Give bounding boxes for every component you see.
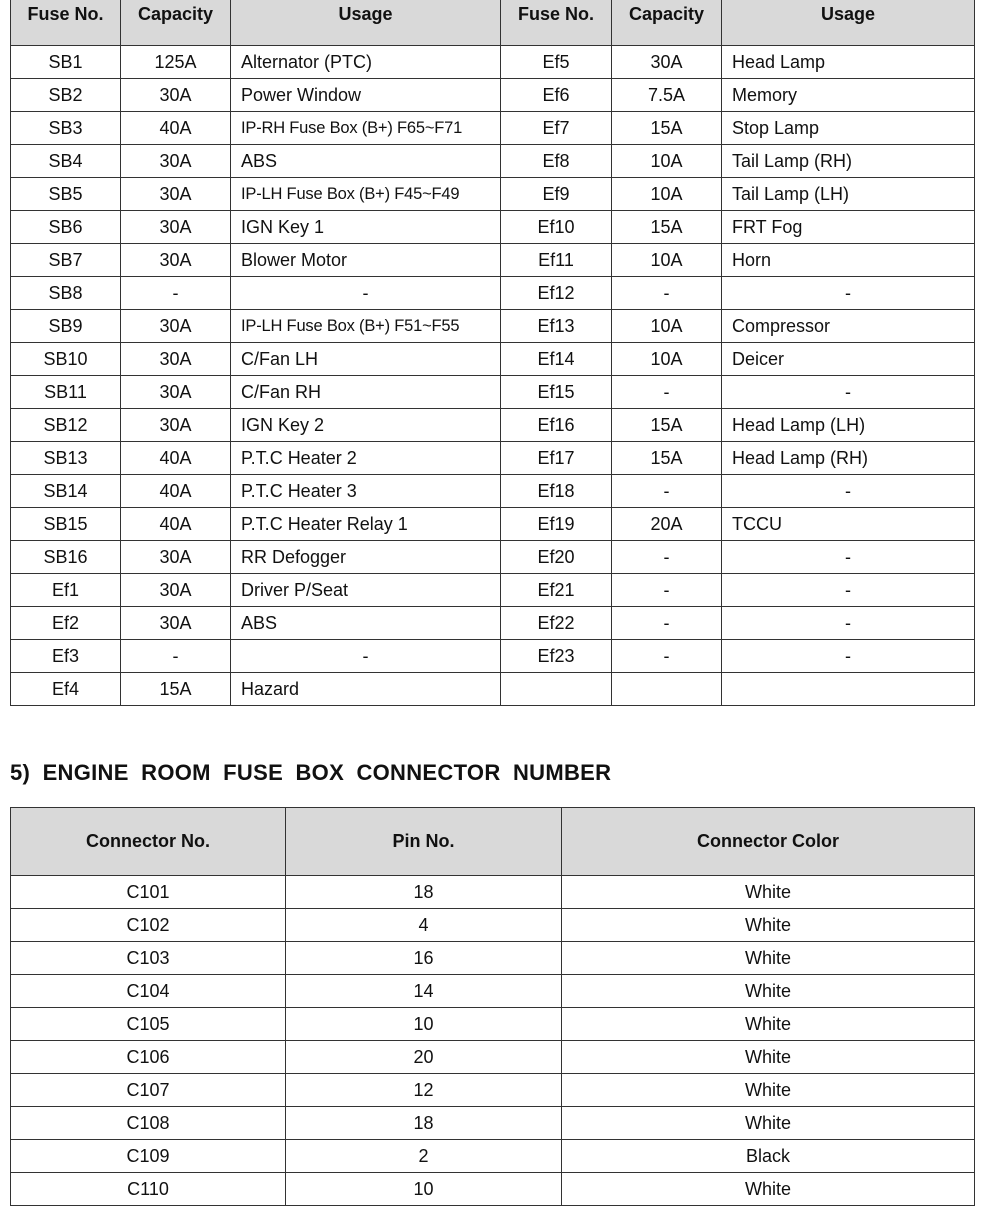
fuse-no-cell-left: SB13: [11, 442, 121, 475]
connector-color-cell: White: [562, 1074, 975, 1107]
capacity-cell-right: -: [612, 376, 722, 409]
connector-table: [10, 807, 975, 1206]
usage-cell-left: P.T.C Heater Relay 1: [231, 508, 501, 541]
pin-no-cell: 10: [286, 1173, 562, 1206]
usage-cell-right: -: [722, 640, 975, 673]
usage-cell-left: -: [231, 277, 501, 310]
connector-no-cell: C101: [11, 876, 286, 909]
fuse-no-cell-right: Ef19: [501, 508, 612, 541]
capacity-cell-left: 30A: [121, 607, 231, 640]
usage-cell-right: Horn: [722, 244, 975, 277]
connector-no-cell: C110: [11, 1173, 286, 1206]
capacity-cell-left: 30A: [121, 145, 231, 178]
capacity-cell-right: 30A: [612, 46, 722, 79]
fuse-no-cell-left: SB7: [11, 244, 121, 277]
fuse-table-row: [11, 112, 975, 145]
connector-no-cell: C108: [11, 1107, 286, 1140]
fuse-table-row: [11, 442, 975, 475]
capacity-cell-left: 30A: [121, 178, 231, 211]
usage-cell-right: -: [722, 607, 975, 640]
connector-color-cell: White: [562, 942, 975, 975]
fuse-table-header-row: [11, 0, 975, 46]
usage-cell-right: Compressor: [722, 310, 975, 343]
pin-no-cell: 18: [286, 1107, 562, 1140]
section-title: 5) ENGINE ROOM FUSE BOX CONNECTOR NUMBER: [10, 760, 612, 785]
connector-color-cell: White: [562, 876, 975, 909]
connector-table-row: [11, 1074, 975, 1107]
usage-cell-left: IGN Key 2: [231, 409, 501, 442]
pin-no-cell: 2: [286, 1140, 562, 1173]
usage-cell-left: P.T.C Heater 3: [231, 475, 501, 508]
connector-no-cell: C106: [11, 1041, 286, 1074]
usage-cell-left: C/Fan LH: [231, 343, 501, 376]
usage-cell-right: Deicer: [722, 343, 975, 376]
usage-cell-right: TCCU: [722, 508, 975, 541]
pin-no-cell: 12: [286, 1074, 562, 1107]
fuse-no-cell-right: Ef16: [501, 409, 612, 442]
capacity-cell-right: 15A: [612, 409, 722, 442]
fuse-table-row: [11, 277, 975, 310]
fuse-no-cell-right: Ef21: [501, 574, 612, 607]
fuse-table-row: [11, 673, 975, 706]
fuse-no-cell-left: Ef3: [11, 640, 121, 673]
capacity-cell-right: 10A: [612, 343, 722, 376]
fuse-no-cell-left: Ef4: [11, 673, 121, 706]
connector-table-row: [11, 942, 975, 975]
fuse-no-cell-right: Ef8: [501, 145, 612, 178]
connector-color-cell: White: [562, 1107, 975, 1140]
pin-no-cell: 16: [286, 942, 562, 975]
connector-table-row: [11, 1140, 975, 1173]
capacity-cell-right: -: [612, 277, 722, 310]
capacity-cell-right: -: [612, 640, 722, 673]
usage-cell-left: IP-RH Fuse Box (B+) F65~F71: [231, 112, 501, 145]
fuse-no-cell-left: SB6: [11, 211, 121, 244]
header-capacity-left: Capacity: [121, 0, 231, 46]
fuse-no-cell-right: Ef12: [501, 277, 612, 310]
fuse-no-cell-right: Ef11: [501, 244, 612, 277]
fuse-no-cell-right: Ef15: [501, 376, 612, 409]
usage-cell-left: IGN Key 1: [231, 211, 501, 244]
header-capacity-right: Capacity: [612, 0, 722, 46]
usage-cell-left: P.T.C Heater 2: [231, 442, 501, 475]
connector-no-cell: C104: [11, 975, 286, 1008]
connector-color-cell: White: [562, 1041, 975, 1074]
connector-no-cell: C105: [11, 1008, 286, 1041]
pin-no-cell: 14: [286, 975, 562, 1008]
usage-cell-right: Tail Lamp (RH): [722, 145, 975, 178]
usage-cell-right: Head Lamp (LH): [722, 409, 975, 442]
fuse-no-cell-left: SB5: [11, 178, 121, 211]
fuse-no-cell-left: SB9: [11, 310, 121, 343]
usage-cell-left: ABS: [231, 145, 501, 178]
fuse-table-row: [11, 607, 975, 640]
connector-color-cell: White: [562, 1008, 975, 1041]
connector-table-row: [11, 909, 975, 942]
connector-table-row: [11, 876, 975, 909]
capacity-cell-left: 30A: [121, 79, 231, 112]
usage-cell-right: Head Lamp: [722, 46, 975, 79]
fuse-no-cell-right: [501, 673, 612, 706]
capacity-cell-left: 30A: [121, 310, 231, 343]
usage-cell-right: Memory: [722, 79, 975, 112]
connector-table-row: [11, 975, 975, 1008]
fuse-no-cell-right: Ef20: [501, 541, 612, 574]
usage-cell-left: Power Window: [231, 79, 501, 112]
connector-table-body: [11, 876, 975, 1206]
fuse-no-cell-right: Ef6: [501, 79, 612, 112]
capacity-cell-right: [612, 673, 722, 706]
capacity-cell-left: 40A: [121, 112, 231, 145]
fuse-no-cell-left: SB4: [11, 145, 121, 178]
fuse-no-cell-left: SB11: [11, 376, 121, 409]
connector-table-row: [11, 1041, 975, 1074]
header-usage-left: Usage: [231, 0, 501, 46]
header-usage-right: Usage: [722, 0, 975, 46]
usage-cell-right: [722, 673, 975, 706]
fuse-table-row: [11, 640, 975, 673]
capacity-cell-right: -: [612, 475, 722, 508]
usage-cell-left: C/Fan RH: [231, 376, 501, 409]
fuse-no-cell-right: Ef14: [501, 343, 612, 376]
fuse-table-row: [11, 475, 975, 508]
fuse-no-cell-right: Ef17: [501, 442, 612, 475]
fuse-no-cell-left: SB12: [11, 409, 121, 442]
capacity-cell-left: 15A: [121, 673, 231, 706]
fuse-no-cell-right: Ef22: [501, 607, 612, 640]
fuse-table-row: [11, 310, 975, 343]
usage-cell-left: Driver P/Seat: [231, 574, 501, 607]
pin-no-cell: 20: [286, 1041, 562, 1074]
usage-cell-left: Alternator (PTC): [231, 46, 501, 79]
capacity-cell-right: -: [612, 541, 722, 574]
usage-cell-right: FRT Fog: [722, 211, 975, 244]
pin-no-cell: 18: [286, 876, 562, 909]
capacity-cell-right: -: [612, 574, 722, 607]
capacity-cell-left: 30A: [121, 244, 231, 277]
usage-cell-left: Blower Motor: [231, 244, 501, 277]
fuse-no-cell-right: Ef23: [501, 640, 612, 673]
fuse-no-cell-left: SB1: [11, 46, 121, 79]
header-fuse-no-left: Fuse No.: [11, 0, 121, 46]
fuse-table-row: [11, 211, 975, 244]
fuse-table-row: [11, 541, 975, 574]
capacity-cell-right: 15A: [612, 112, 722, 145]
usage-cell-left: IP-LH Fuse Box (B+) F51~F55: [231, 310, 501, 343]
header-connector-no: Connector No.: [11, 808, 286, 876]
connector-color-cell: White: [562, 1173, 975, 1206]
fuse-table-body: [11, 46, 975, 706]
usage-cell-left: IP-LH Fuse Box (B+) F45~F49: [231, 178, 501, 211]
usage-cell-right: Tail Lamp (LH): [722, 178, 975, 211]
connector-table-row: [11, 1173, 975, 1206]
connector-table-row: [11, 1008, 975, 1041]
fuse-table-row: [11, 574, 975, 607]
pin-no-cell: 4: [286, 909, 562, 942]
capacity-cell-right: 10A: [612, 310, 722, 343]
capacity-cell-right: 20A: [612, 508, 722, 541]
usage-cell-right: -: [722, 475, 975, 508]
capacity-cell-left: 30A: [121, 211, 231, 244]
capacity-cell-left: 125A: [121, 46, 231, 79]
connector-no-cell: C107: [11, 1074, 286, 1107]
fuse-no-cell-left: SB15: [11, 508, 121, 541]
fuse-no-cell-left: SB3: [11, 112, 121, 145]
fuse-table-row: [11, 409, 975, 442]
connector-no-cell: C103: [11, 942, 286, 975]
connector-table-row: [11, 1107, 975, 1140]
usage-cell-right: Stop Lamp: [722, 112, 975, 145]
connector-table-header: [11, 808, 975, 876]
fuse-no-cell-left: Ef1: [11, 574, 121, 607]
fuse-table-row: [11, 46, 975, 79]
connector-no-cell: C102: [11, 909, 286, 942]
capacity-cell-left: 30A: [121, 541, 231, 574]
fuse-table-row: [11, 508, 975, 541]
connector-color-cell: White: [562, 909, 975, 942]
capacity-cell-left: 30A: [121, 409, 231, 442]
fuse-no-cell-left: SB16: [11, 541, 121, 574]
capacity-cell-right: 7.5A: [612, 79, 722, 112]
fuse-table-row: [11, 376, 975, 409]
usage-cell-right: -: [722, 277, 975, 310]
fuse-no-cell-left: SB14: [11, 475, 121, 508]
pin-no-cell: 10: [286, 1008, 562, 1041]
fuse-table-row: [11, 244, 975, 277]
header-connector-color: Connector Color: [562, 808, 975, 876]
fuse-no-cell-right: Ef10: [501, 211, 612, 244]
capacity-cell-left: 40A: [121, 442, 231, 475]
usage-cell-left: -: [231, 640, 501, 673]
usage-cell-right: -: [722, 376, 975, 409]
connector-table-header-row: [11, 808, 975, 876]
header-pin-no: Pin No.: [286, 808, 562, 876]
capacity-cell-left: 30A: [121, 574, 231, 607]
usage-cell-right: -: [722, 541, 975, 574]
capacity-cell-left: 30A: [121, 343, 231, 376]
connector-no-cell: C109: [11, 1140, 286, 1173]
fuse-table-row: [11, 79, 975, 112]
capacity-cell-left: 40A: [121, 475, 231, 508]
capacity-cell-left: 30A: [121, 376, 231, 409]
usage-cell-left: RR Defogger: [231, 541, 501, 574]
fuse-no-cell-left: SB8: [11, 277, 121, 310]
fuse-no-cell-right: Ef13: [501, 310, 612, 343]
fuse-no-cell-left: Ef2: [11, 607, 121, 640]
usage-cell-left: Hazard: [231, 673, 501, 706]
capacity-cell-left: -: [121, 277, 231, 310]
fuse-no-cell-left: SB10: [11, 343, 121, 376]
fuse-no-cell-right: Ef9: [501, 178, 612, 211]
fuse-table-row: [11, 343, 975, 376]
usage-cell-right: Head Lamp (RH): [722, 442, 975, 475]
capacity-cell-left: 40A: [121, 508, 231, 541]
fuse-no-cell-left: SB2: [11, 79, 121, 112]
fuse-no-cell-right: Ef7: [501, 112, 612, 145]
capacity-cell-right: 10A: [612, 145, 722, 178]
fuse-no-cell-right: Ef18: [501, 475, 612, 508]
fuse-table: [10, 0, 975, 706]
fuse-table-header: [11, 0, 975, 46]
capacity-cell-right: -: [612, 607, 722, 640]
connector-color-cell: White: [562, 975, 975, 1008]
capacity-cell-right: 10A: [612, 244, 722, 277]
fuse-table-row: [11, 178, 975, 211]
usage-cell-left: ABS: [231, 607, 501, 640]
header-fuse-no-right: Fuse No.: [501, 0, 612, 46]
usage-cell-right: -: [722, 574, 975, 607]
capacity-cell-right: 15A: [612, 442, 722, 475]
capacity-cell-right: 15A: [612, 211, 722, 244]
capacity-cell-left: -: [121, 640, 231, 673]
fuse-no-cell-right: Ef5: [501, 46, 612, 79]
fuse-table-row: [11, 145, 975, 178]
connector-color-cell: Black: [562, 1140, 975, 1173]
capacity-cell-right: 10A: [612, 178, 722, 211]
